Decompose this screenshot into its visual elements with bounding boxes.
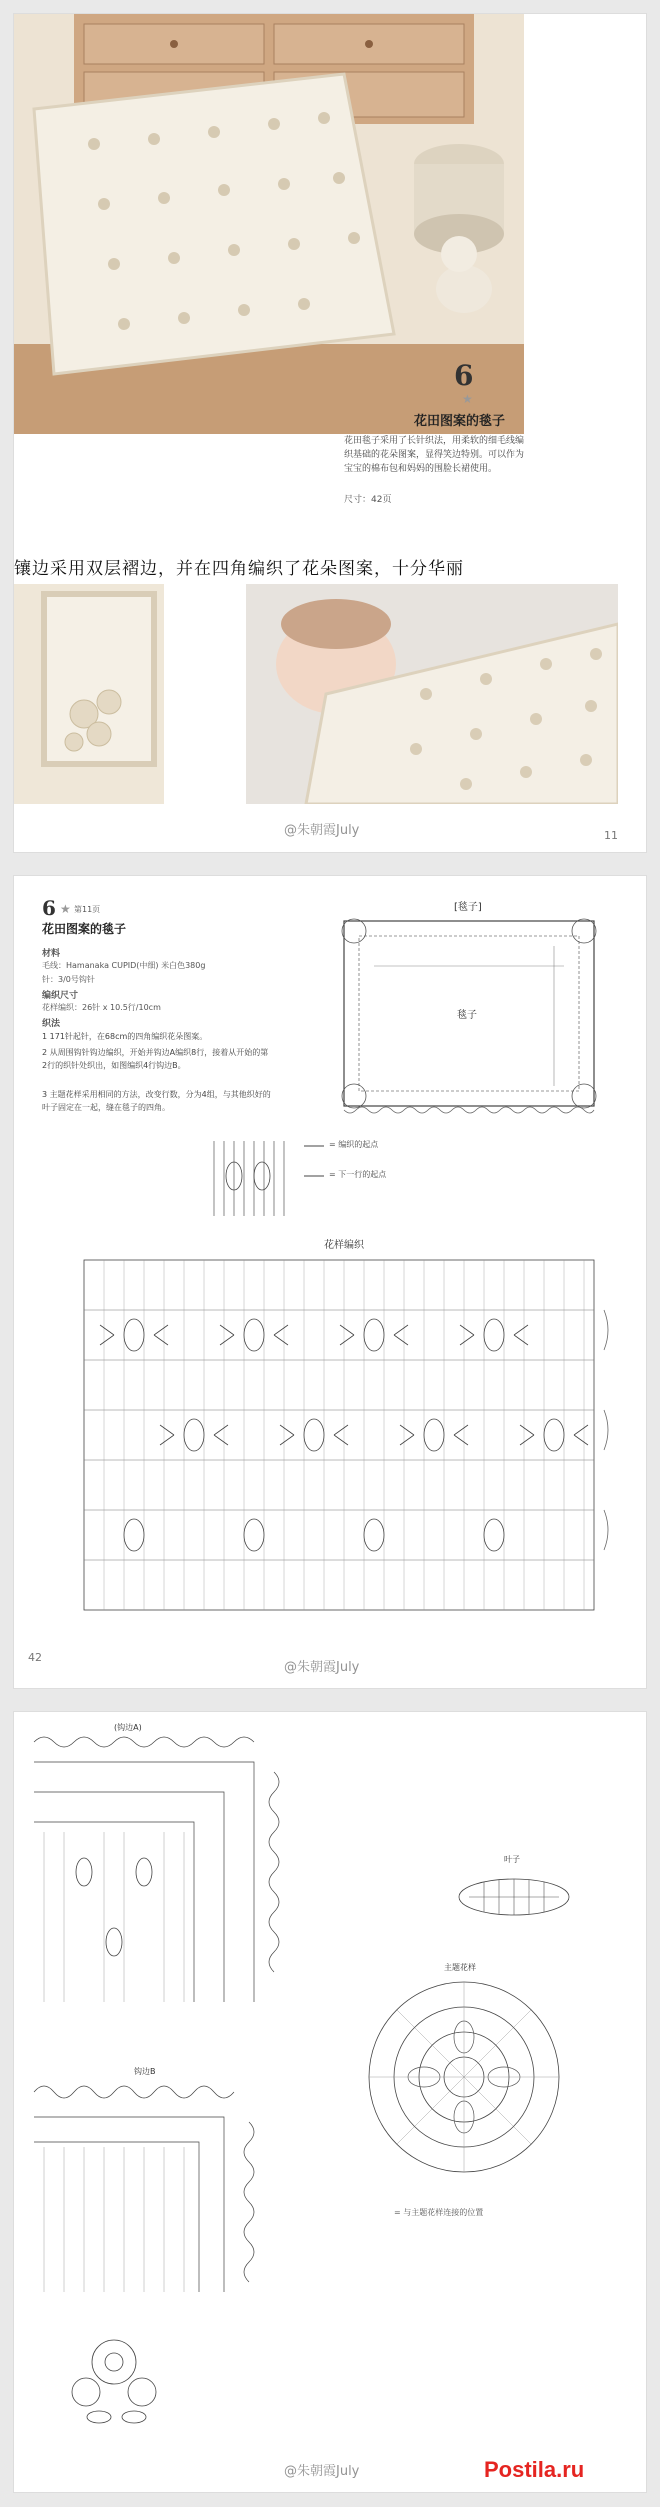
flower-pattern-chart bbox=[74, 1236, 634, 1636]
flower-cluster-diagram bbox=[54, 2322, 184, 2432]
flower-motif-chart bbox=[314, 1962, 634, 2192]
pattern-title: 花田图案的毯子 bbox=[42, 922, 127, 936]
legend-next-row: = 下一行的起点 bbox=[329, 1170, 387, 1179]
blanket-photo-main bbox=[14, 14, 524, 434]
pattern-number: 6 bbox=[454, 359, 474, 392]
magazine-page-instructions bbox=[14, 876, 646, 1688]
blanket-layout-diagram bbox=[314, 896, 634, 1126]
label-leaf: 叶子 bbox=[504, 1855, 520, 1864]
step-3: 3 主题花样采用相同的方法，改变行数，分为4组，与其他织好的叶子固定在一起，缝在毯子的四角。 bbox=[42, 1090, 271, 1112]
site-logo bbox=[484, 2457, 584, 2483]
gauge-value: 花样编织：26针 x 10.5行/10cm bbox=[42, 1003, 161, 1012]
star-icon: ★ bbox=[462, 392, 473, 406]
baby-photo bbox=[246, 584, 618, 804]
diagram-title: [毯子] bbox=[454, 902, 482, 913]
watermark: @朱朝霞July bbox=[284, 2464, 360, 2479]
magazine-page-photos bbox=[14, 14, 646, 852]
label-edge-a: (钩边A) bbox=[114, 1723, 142, 1732]
materials-yarn: 毛线：Hamanaka CUPID(中细) 米白色380g bbox=[42, 961, 206, 970]
handwritten-headline: 镶边采用双层褶边，并在四角编织了花朵图案，十分华丽 bbox=[14, 559, 464, 579]
legend-join: = 与主题花样连接的位置 bbox=[394, 2208, 484, 2217]
steps-heading: 织法 bbox=[42, 1019, 61, 1029]
pattern-title: 花田图案的毯子 bbox=[414, 414, 506, 429]
star-icon: ★ bbox=[60, 902, 71, 916]
corner-detail-photo bbox=[14, 584, 164, 804]
watermark: @朱朝霞July bbox=[284, 823, 360, 838]
watermark: @朱朝霞July bbox=[284, 1660, 360, 1675]
magazine-page-edge-charts bbox=[14, 1712, 646, 2492]
leaf-chart bbox=[414, 1852, 614, 1932]
step-1: 1 171针起针，在68cm的四角编织花朵图案。 bbox=[42, 1032, 208, 1041]
site-logo-text: Postila.ru bbox=[484, 2457, 585, 2482]
page-reference: 第11页 bbox=[74, 905, 101, 914]
pattern-size: 尺寸：42页 bbox=[344, 495, 392, 505]
page-number: 11 bbox=[604, 829, 618, 842]
step-2: 2 从周围钩针钩边编织，开始并钩边A编织8行，接着从开始的第2行的织针处织出，如图编织4行钩边B。 bbox=[42, 1048, 269, 1070]
chart-title: 花样编织 bbox=[324, 1240, 364, 1251]
page-number: 42 bbox=[28, 1651, 42, 1664]
label-edge-b: 钩边B bbox=[134, 2067, 156, 2076]
materials-heading: 材料 bbox=[42, 949, 61, 959]
edge-b-chart bbox=[24, 2062, 324, 2312]
label-motif: 主题花样 bbox=[444, 1963, 476, 1972]
gauge-heading: 编织尺寸 bbox=[42, 991, 79, 1001]
materials-hook: 针：3/0号钩针 bbox=[42, 975, 95, 984]
corner-edge-chart bbox=[24, 1722, 324, 2022]
diagram-center-label: 毯子 bbox=[457, 1010, 477, 1021]
legend-start: = 编织的起点 bbox=[329, 1140, 379, 1149]
pattern-number: 6 bbox=[42, 896, 56, 920]
edge-sample-chart bbox=[194, 1131, 634, 1226]
pattern-description: 花田毯子采用了长针织法，用柔软的细毛线编织基础的花朵图案，显得笑边特别。可以作为宝宝的棉布包和妈妈的围脸长裙使用。 bbox=[344, 436, 525, 474]
